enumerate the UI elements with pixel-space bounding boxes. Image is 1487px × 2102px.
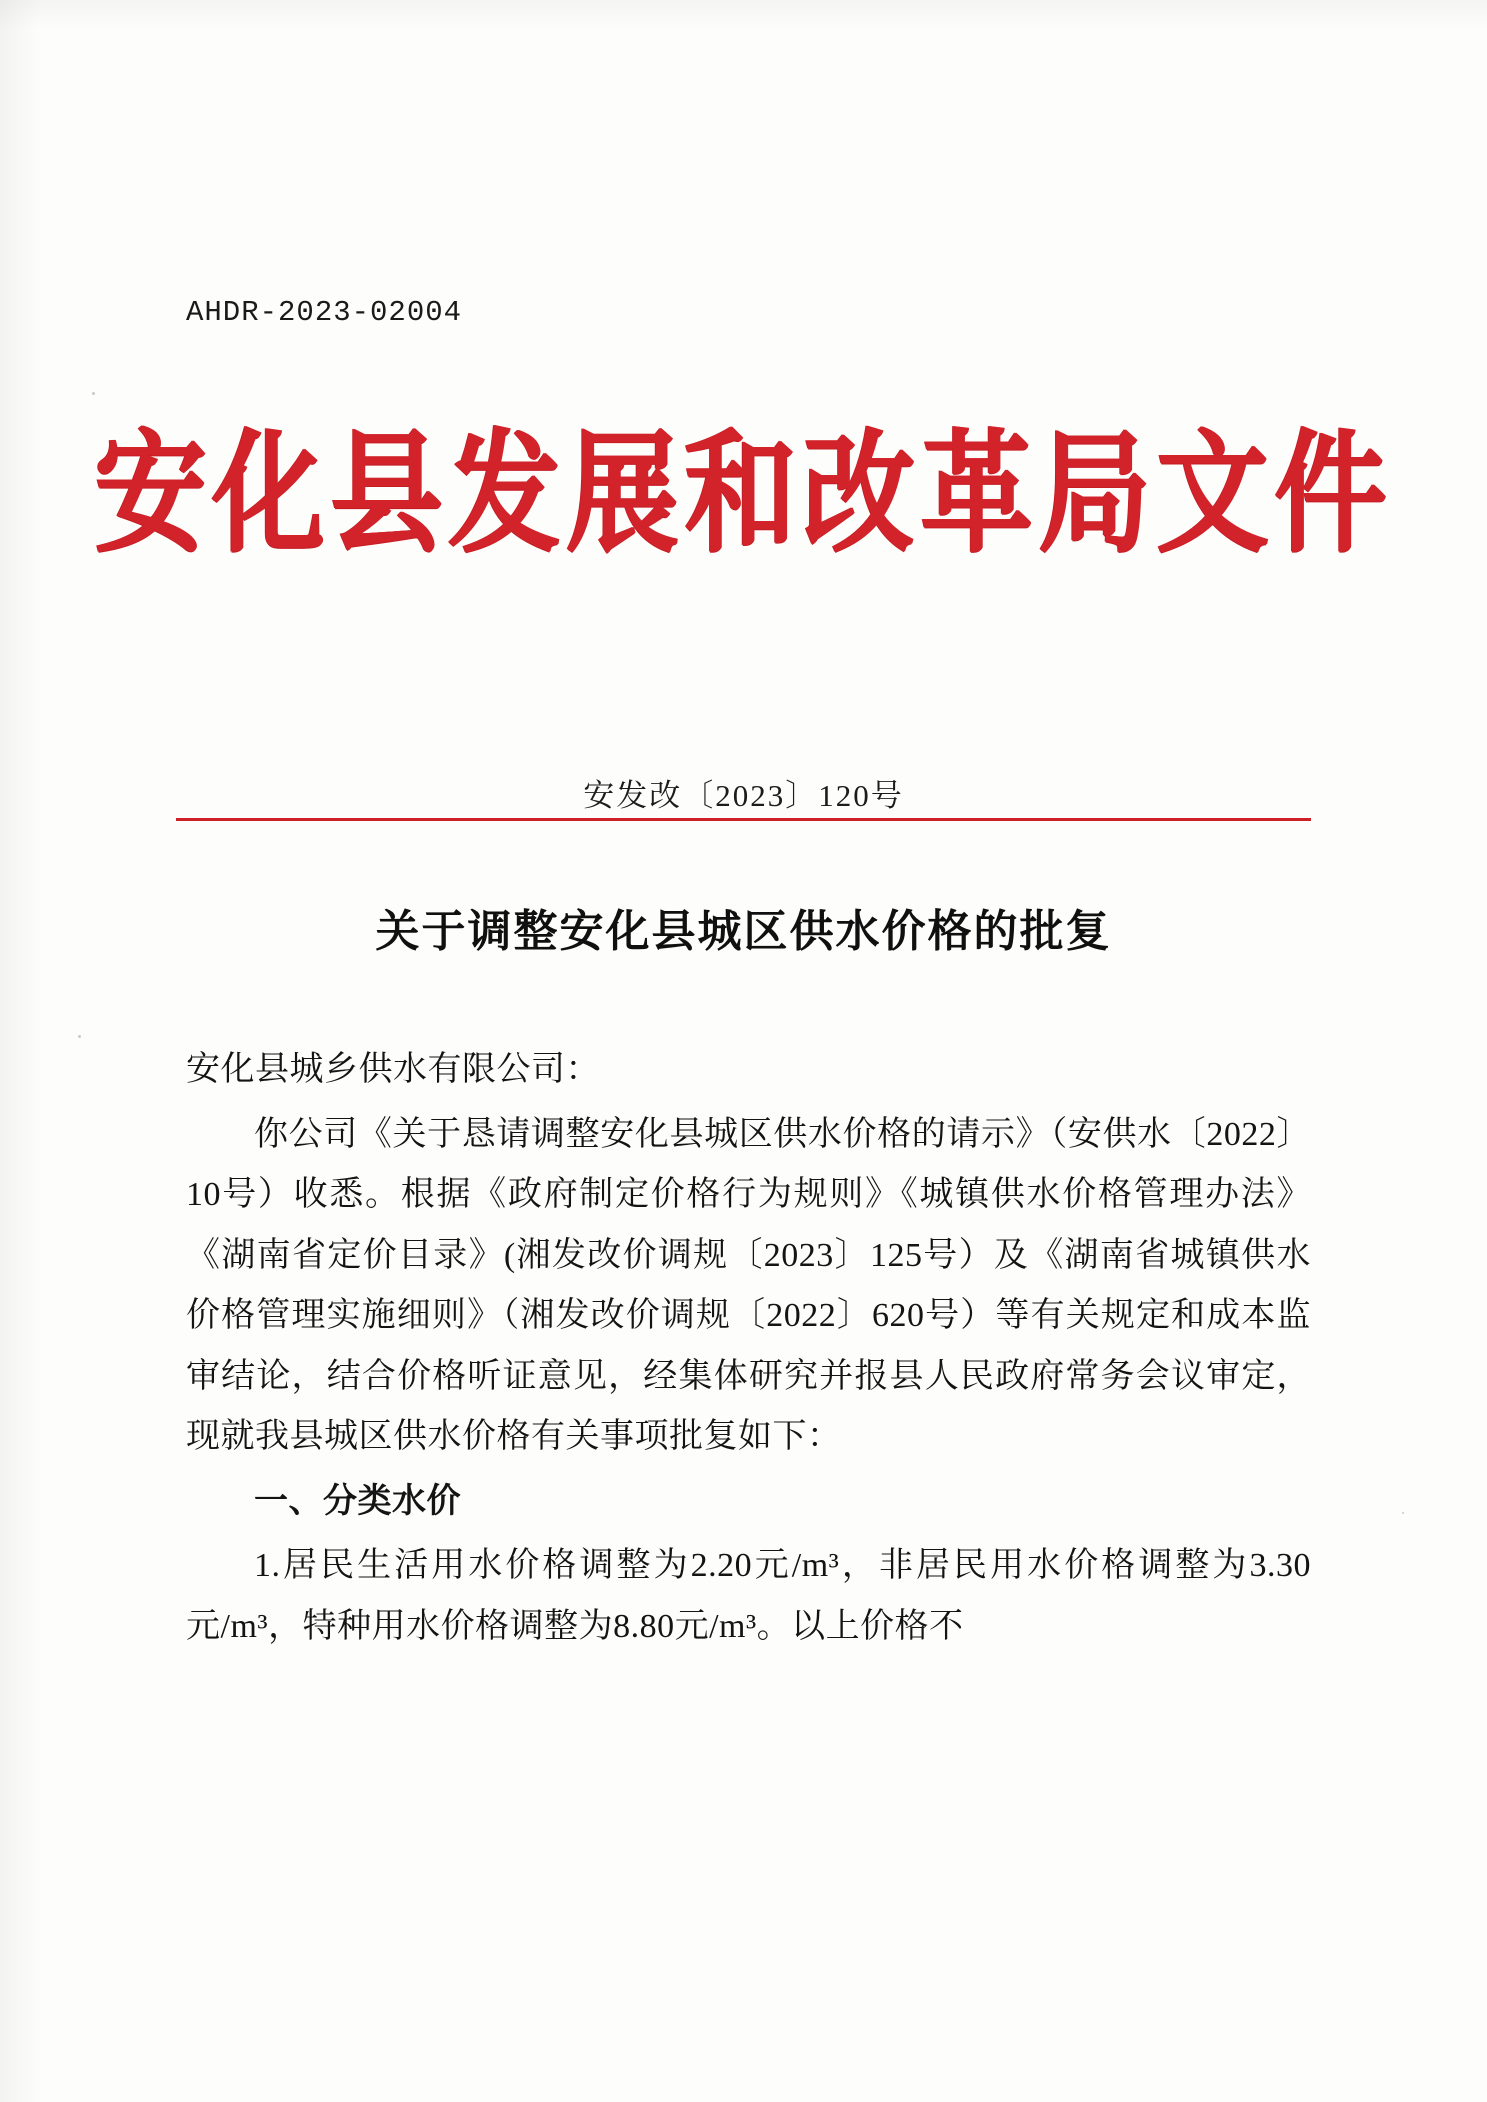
red-separator-rule — [176, 818, 1311, 821]
document-number: 安发改〔2023〕120号 — [583, 778, 904, 813]
document-code: AHDR-2023-02004 — [186, 296, 463, 329]
body-paragraph-2: 1.居民生活用水价格调整为2.20元/m³，非居民用水价格调整为3.30元/m³，特种用水价格调整为8.80元/m³。以上价格不 — [186, 1547, 1311, 1645]
document-body — [186, 1040, 1311, 1661]
scan-speck — [1402, 1512, 1404, 1514]
scan-speck — [92, 392, 95, 395]
body-paragraph-1: 你公司《关于恳请调整安化县城区供水价格的请示》（安供水〔2022〕10号）收悉。根据《政府制定价格行为规则》《城镇供水价格管理办法》《湖南省定价目录》(湘发改价调规〔2023〕125号）及《湖南省城镇供水价格管理实施细则》（湘发改价调规〔2022〕620号）等有关规定和成本监审结论，结合价格听证意见，经集体研究并报县人民政府常务会议审定，现就我县城区供水价格有关事项批复如下： — [186, 1115, 1311, 1456]
page-title: 关于调整安化县城区供水价格的批复 — [375, 907, 1112, 956]
recipient-line: 安化县城乡供水有限公司： — [186, 1051, 600, 1088]
masthead-title: 安化县发展和改革局文件 — [94, 422, 1393, 569]
scan-shadow-top — [0, 0, 1487, 30]
scan-speck — [78, 1035, 81, 1038]
section-heading-1: 一、分类水价 — [254, 1482, 461, 1520]
scan-shadow-left — [0, 0, 40, 2102]
